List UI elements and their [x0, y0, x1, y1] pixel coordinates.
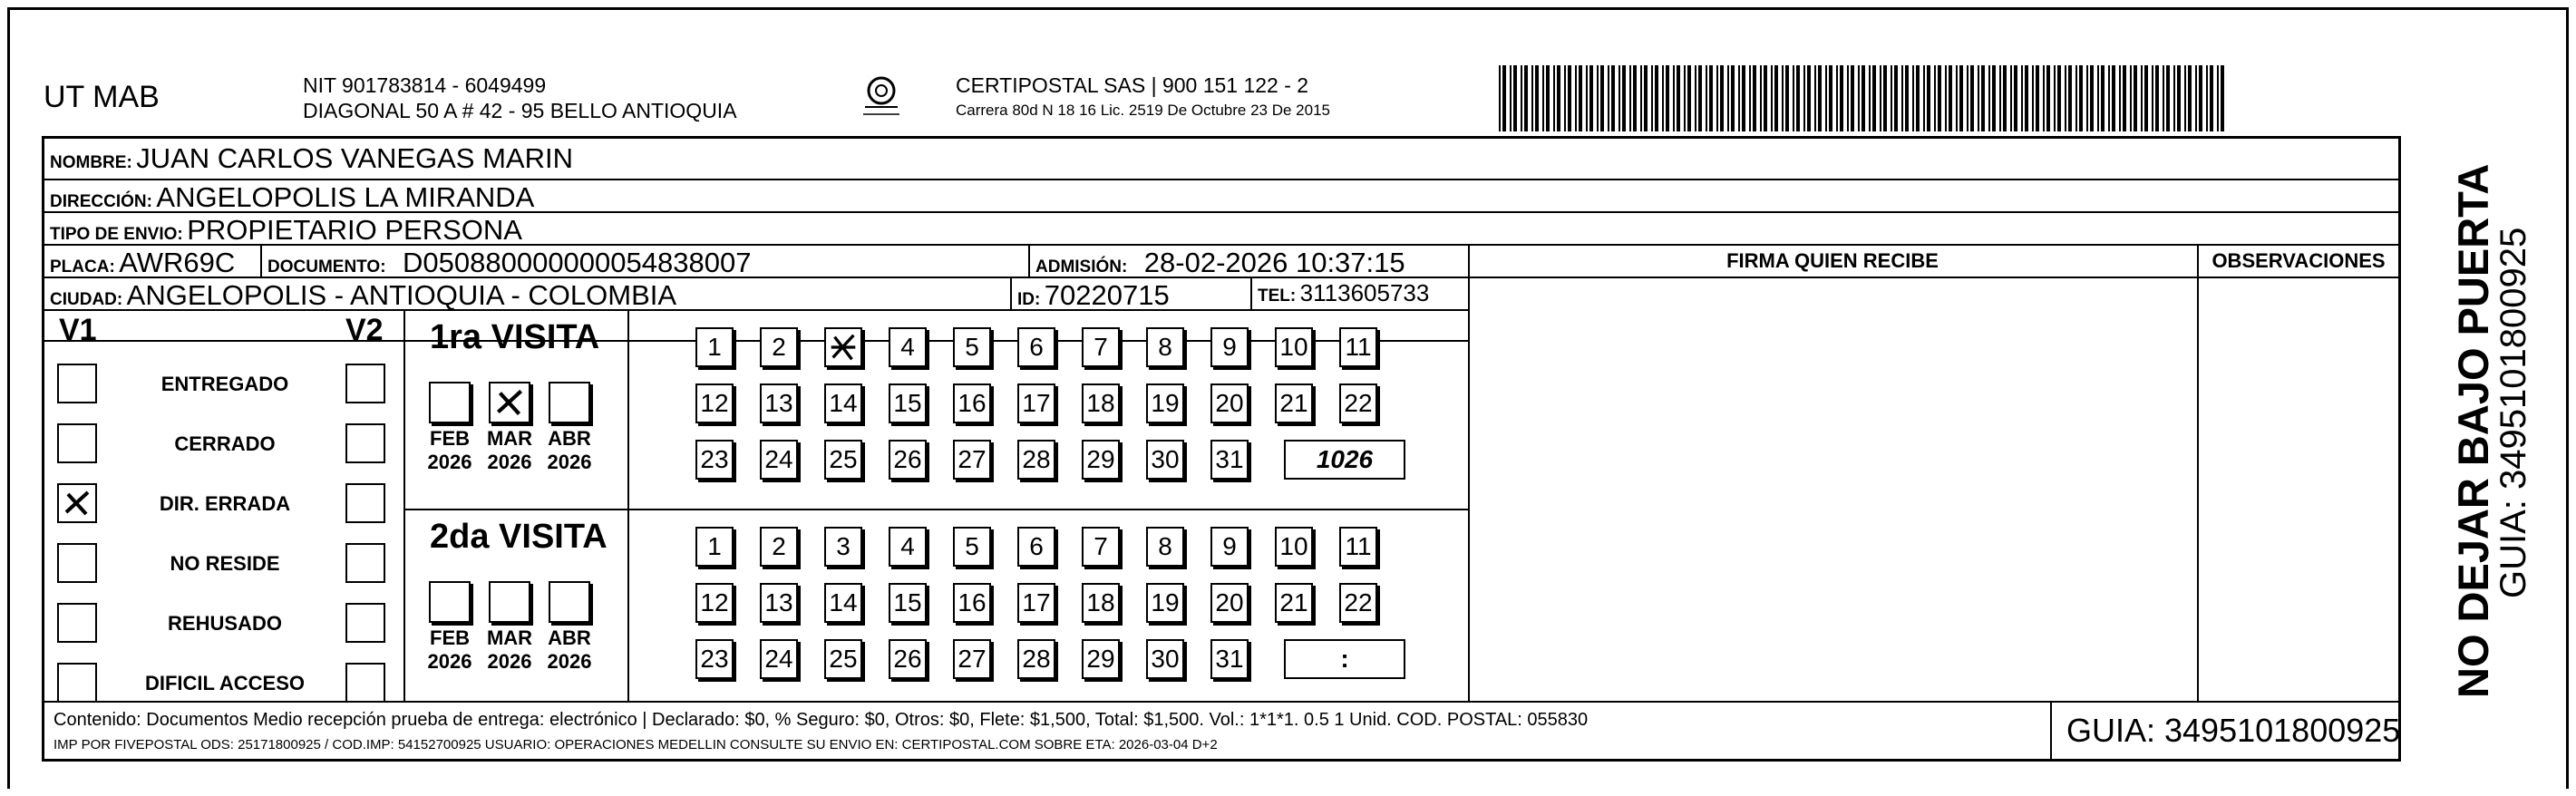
- day-box[interactable]: 29: [1082, 440, 1120, 480]
- documento-label: DOCUMENTO:: [267, 257, 386, 277]
- day-box[interactable]: 22: [1339, 583, 1377, 623]
- status-v1-checkbox[interactable]: [57, 663, 97, 703]
- nombre-value: JUAN CARLOS VANEGAS MARIN: [136, 142, 573, 174]
- documento-value: D050880000000054838007: [403, 247, 752, 278]
- month-name: MAR: [486, 626, 533, 649]
- day-box[interactable]: 7: [1082, 327, 1120, 367]
- direccion-label: DIRECCIÓN:: [50, 192, 152, 211]
- id-label: ID:: [1017, 290, 1041, 309]
- day-box[interactable]: 4: [889, 327, 927, 367]
- observaciones-area[interactable]: [2199, 278, 2398, 701]
- status-v2-checkbox[interactable]: [345, 423, 385, 463]
- day-box[interactable]: 13: [760, 383, 798, 423]
- status-label: REHUSADO: [168, 612, 282, 635]
- day-box[interactable]: 31: [1210, 440, 1249, 480]
- day-box[interactable]: 1: [695, 527, 734, 567]
- day-box[interactable]: 12: [695, 383, 734, 423]
- admision-label: ADMISIÓN:: [1035, 257, 1128, 277]
- month-checkbox[interactable]: [549, 581, 590, 623]
- status-label: NO RESIDE: [170, 552, 280, 575]
- status-v1-checkbox[interactable]: [57, 364, 97, 403]
- visit-title: 2da VISITA: [430, 518, 608, 556]
- day-box[interactable]: 10: [1275, 527, 1313, 567]
- guia-number: GUIA: 3495101800925: [2066, 712, 2401, 749]
- tipo-envio-label: TIPO DE ENVIO:: [50, 225, 183, 244]
- day-box[interactable]: 5: [953, 527, 991, 567]
- direccion-value: ANGELOPOLIS LA MIRANDA: [156, 181, 535, 213]
- visit-title: 1ra VISITA: [430, 318, 600, 356]
- month-name: MAR: [486, 427, 533, 450]
- month-year: 2026: [427, 650, 472, 673]
- side-guia: GUIA: 3495101800925: [2493, 227, 2533, 598]
- month-year: 2026: [427, 451, 472, 473]
- day-box[interactable]: 26: [889, 440, 927, 480]
- day-box[interactable]: 17: [1017, 383, 1055, 423]
- day-box[interactable]: 8: [1146, 527, 1184, 567]
- day-box[interactable]: 14: [824, 383, 862, 423]
- day-box[interactable]: 20: [1210, 383, 1249, 423]
- day-box[interactable]: 31: [1210, 639, 1249, 679]
- ciudad-value: ANGELOPOLIS - ANTIOQUIA - COLOMBIA: [126, 279, 677, 311]
- day-box[interactable]: 16: [953, 383, 991, 423]
- month-year: 2026: [487, 650, 532, 673]
- day-box[interactable]: 15: [889, 583, 927, 623]
- status-v1-checkbox[interactable]: [57, 603, 97, 643]
- day-box[interactable]: 20: [1210, 583, 1249, 623]
- day-box[interactable]: 27: [953, 440, 991, 480]
- carrier-license: Carrera 80d N 18 16 Lic. 2519 De Octubre 23 De 2015: [956, 102, 1330, 119]
- month-year: 2026: [487, 451, 532, 473]
- day-box[interactable]: 19: [1146, 583, 1184, 623]
- tipo-envio-value: PROPIETARIO PERSONA: [187, 214, 522, 246]
- status-label: DIR. ERRADA: [159, 492, 291, 515]
- month-label: [542, 427, 597, 474]
- admision-value: 28-02-2026 10:37:15: [1143, 247, 1405, 278]
- day-box[interactable]: 11: [1339, 327, 1377, 367]
- status-label: CERRADO: [174, 432, 276, 455]
- day-box[interactable]: 21: [1275, 583, 1313, 623]
- day-box[interactable]: 27: [953, 639, 991, 679]
- day-box[interactable]: 2: [760, 327, 798, 367]
- nombre-label: NOMBRE:: [50, 153, 132, 172]
- month-label: [423, 626, 477, 674]
- status-v1-checkbox[interactable]: [57, 543, 97, 583]
- day-box[interactable]: 10: [1275, 327, 1313, 367]
- day-box[interactable]: 7: [1082, 527, 1120, 567]
- day-box[interactable]: 3: [824, 527, 862, 567]
- day-box[interactable]: 11: [1339, 527, 1377, 567]
- day-box[interactable]: 28: [1017, 440, 1055, 480]
- placa-label: PLACA:: [50, 257, 115, 277]
- contenido-line: Contenido: Documentos Medio recepción prueba de entrega: electrónico | Declarado: $0, % Seguro: $0, Otros: $0, Flete: $1,500, Total: $1,500. Vol.: 1*1*1. 0.5 1 Unid. COD. POSTAL: 055830: [53, 710, 1589, 730]
- v1-header: V1: [59, 313, 97, 347]
- imp-line: IMP POR FIVEPOSTAL ODS: 25171800925 / COD.IMP: 54152700925 USUARIO: OPERACIONES MEDELLIN CONSULTE SU ENVIO EN: CERTIPOSTAL.COM SOBRE ETA: 2026-03-04 D+2: [53, 737, 1218, 752]
- month-name: FEB: [430, 427, 470, 450]
- day-box[interactable]: [824, 327, 862, 367]
- day-box[interactable]: 26: [889, 639, 927, 679]
- month-checkbox[interactable]: [489, 382, 530, 423]
- barcode-icon: [1499, 65, 2225, 131]
- no-dejar-notice: NO DEJAR BAJO PUERTA: [2449, 163, 2497, 698]
- day-box[interactable]: 13: [760, 583, 798, 623]
- day-box[interactable]: 4: [889, 527, 927, 567]
- carrier-name: CERTIPOSTAL SAS | 900 151 122 - 2: [956, 73, 1309, 97]
- month-checkbox[interactable]: [489, 581, 530, 623]
- status-v2-checkbox[interactable]: [345, 603, 385, 643]
- month-year: 2026: [547, 650, 592, 673]
- placa-field: [50, 247, 235, 279]
- tel-value: 3113605733: [1299, 279, 1430, 306]
- day-box[interactable]: 28: [1017, 639, 1055, 679]
- month-label: [482, 427, 537, 474]
- sender-name: UT MAB: [44, 80, 160, 114]
- month-checkbox[interactable]: [429, 382, 471, 423]
- day-box[interactable]: 30: [1146, 639, 1184, 679]
- status-v1-checkbox[interactable]: [57, 423, 97, 463]
- status-v2-checkbox[interactable]: [345, 364, 385, 403]
- day-box[interactable]: 24: [760, 440, 798, 480]
- sender-address: DIAGONAL 50 A # 42 - 95 BELLO ANTIOQUIA: [303, 99, 737, 122]
- ciudad-field: [50, 279, 676, 312]
- tel-field: [1258, 279, 1429, 307]
- day-box[interactable]: 6: [1017, 327, 1055, 367]
- day-box[interactable]: 16: [953, 583, 991, 623]
- id-field: [1017, 279, 1170, 312]
- tipo-envio-row: [50, 214, 522, 247]
- carrier-info: [956, 73, 1330, 123]
- placa-value: AWR69C: [119, 247, 236, 278]
- ciudad-label: CIUDAD:: [50, 290, 123, 309]
- v2-header: V2: [345, 313, 384, 347]
- day-box[interactable]: 1: [695, 327, 734, 367]
- month-label: [542, 626, 597, 674]
- month-name: ABR: [548, 427, 591, 450]
- day-box[interactable]: 23: [695, 639, 734, 679]
- day-box[interactable]: 24: [760, 639, 798, 679]
- day-box[interactable]: 18: [1082, 383, 1120, 423]
- day-box[interactable]: 6: [1017, 527, 1055, 567]
- day-box[interactable]: 25: [824, 440, 862, 480]
- day-box[interactable]: 29: [1082, 639, 1120, 679]
- month-checkbox[interactable]: [549, 382, 590, 423]
- day-box[interactable]: 9: [1210, 327, 1249, 367]
- status-label: ENTREGADO: [160, 373, 289, 395]
- id-value: 70220715: [1044, 279, 1170, 311]
- month-label: [482, 626, 537, 674]
- firma-header: FIRMA QUIEN RECIBE: [1726, 249, 1939, 272]
- status-v2-checkbox[interactable]: [345, 543, 385, 583]
- month-checkbox[interactable]: [429, 581, 471, 623]
- status-v2-checkbox[interactable]: [345, 483, 385, 523]
- month-name: ABR: [548, 626, 591, 649]
- status-label: DIFICIL ACCESO: [144, 672, 305, 694]
- sender-nit: NIT 901783814 - 6049499: [303, 73, 547, 97]
- day-box[interactable]: 25: [824, 639, 862, 679]
- day-box[interactable]: 21: [1275, 383, 1313, 423]
- day-box[interactable]: 19: [1146, 383, 1184, 423]
- nombre-row: [50, 142, 573, 175]
- day-box[interactable]: 8: [1146, 327, 1184, 367]
- status-v1-checkbox[interactable]: [57, 483, 97, 523]
- month-year: 2026: [547, 451, 592, 473]
- day-box[interactable]: 17: [1017, 583, 1055, 623]
- tel-label: TEL:: [1258, 286, 1297, 306]
- month-name: FEB: [430, 626, 470, 649]
- day-box[interactable]: 23: [695, 440, 734, 480]
- firma-area[interactable]: [1470, 278, 2197, 701]
- day-box[interactable]: 12: [695, 583, 734, 623]
- day-box[interactable]: 9: [1210, 527, 1249, 567]
- day-box[interactable]: 15: [889, 383, 927, 423]
- day-box[interactable]: 2: [760, 527, 798, 567]
- day-box[interactable]: 14: [824, 583, 862, 623]
- month-label: [423, 427, 477, 474]
- sender-info: [303, 73, 737, 123]
- day-box[interactable]: 22: [1339, 383, 1377, 423]
- admision-field: [1035, 247, 1405, 279]
- day-box[interactable]: 5: [953, 327, 991, 367]
- observaciones-header: OBSERVACIONES: [2211, 249, 2386, 272]
- documento-field: [267, 247, 751, 279]
- day-box[interactable]: 30: [1146, 440, 1184, 480]
- direccion-row: [50, 181, 534, 214]
- visit-time-box[interactable]: :: [1284, 639, 1405, 679]
- visit-time-box[interactable]: 1026: [1284, 440, 1405, 480]
- day-box[interactable]: 18: [1082, 583, 1120, 623]
- certipostal-logo-icon: [854, 73, 909, 127]
- delivery-form: [42, 136, 2401, 762]
- status-v2-checkbox[interactable]: [345, 663, 385, 703]
